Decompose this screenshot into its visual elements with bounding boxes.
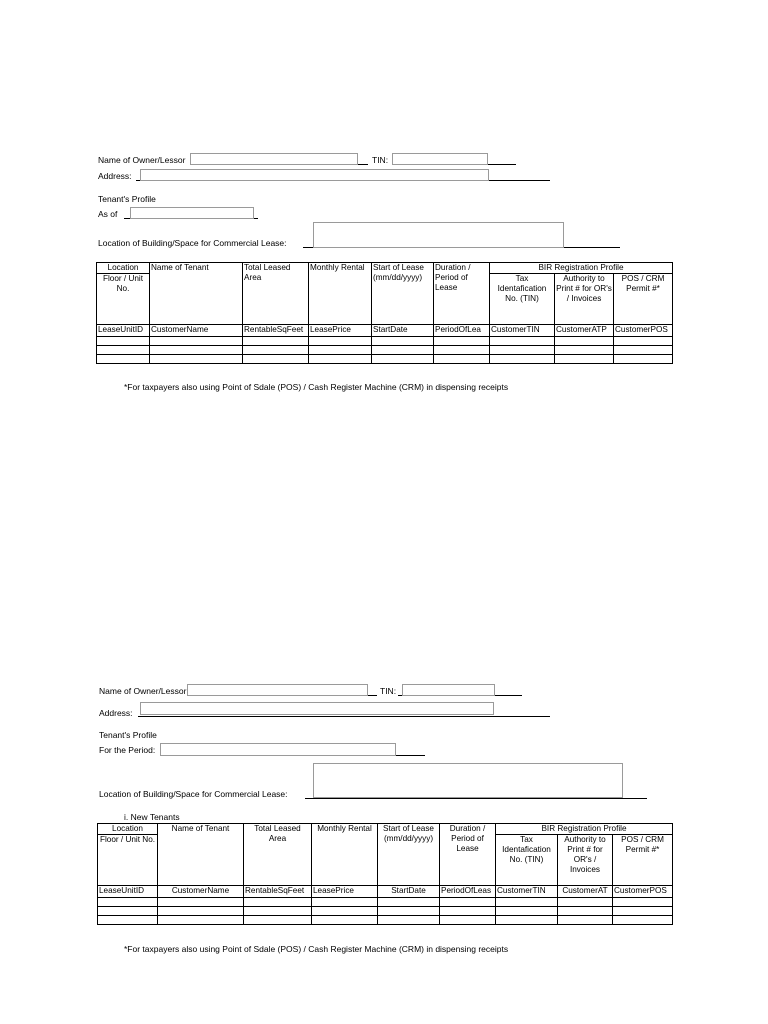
field-cell: CustomerPOS bbox=[613, 886, 673, 898]
field-cell: CustomerATP bbox=[555, 325, 614, 337]
address-label: Address: bbox=[98, 171, 132, 181]
header-tin: Tax Identafication No. (TIN) bbox=[496, 835, 558, 886]
tenant-profile-label: Tenant's Profile bbox=[98, 194, 156, 204]
header-bir-profile: BIR Registration Profile bbox=[496, 824, 673, 835]
table-cell[interactable] bbox=[558, 916, 613, 925]
table-cell[interactable] bbox=[150, 337, 243, 346]
header-floor-unit: Floor / Unit No. bbox=[98, 835, 158, 886]
table-cell[interactable] bbox=[309, 355, 372, 364]
field-cell: LeasePrice bbox=[312, 886, 378, 898]
field-cell: CustomerName bbox=[150, 325, 243, 337]
table-cell[interactable] bbox=[496, 898, 558, 907]
table-cell[interactable] bbox=[312, 916, 378, 925]
location-input[interactable] bbox=[313, 222, 564, 248]
table-cell[interactable] bbox=[555, 337, 614, 346]
table-cell[interactable] bbox=[150, 346, 243, 355]
location-label: Location of Building/Space for Commercial Lease: bbox=[99, 789, 288, 799]
field-cell: StartDate bbox=[378, 886, 440, 898]
header-duration: Duration / Period of Lease bbox=[434, 263, 490, 325]
header-name-of-tenant: Name of Tenant bbox=[158, 824, 244, 886]
table-cell[interactable] bbox=[496, 907, 558, 916]
field-cell: LeaseUnitID bbox=[97, 325, 150, 337]
table-cell[interactable] bbox=[378, 898, 440, 907]
field-cell: CustomerName bbox=[158, 886, 244, 898]
field-cell: CustomerTIN bbox=[490, 325, 555, 337]
table-cell[interactable] bbox=[158, 907, 244, 916]
address-input[interactable] bbox=[140, 702, 494, 715]
underline bbox=[495, 695, 522, 696]
header-duration: Duration / Period of Lease bbox=[440, 824, 496, 886]
table-cell[interactable] bbox=[440, 907, 496, 916]
underline bbox=[254, 218, 258, 219]
location-label: Location of Building/Space for Commercial Lease: bbox=[98, 238, 287, 248]
header-name-of-tenant: Name of Tenant bbox=[150, 263, 243, 325]
table-cell[interactable] bbox=[555, 355, 614, 364]
table-cell[interactable] bbox=[440, 916, 496, 925]
address-label: Address: bbox=[99, 708, 133, 718]
tenant-profile-label: Tenant's Profile bbox=[99, 730, 157, 740]
field-cell: RentableSqFeet bbox=[243, 325, 309, 337]
table-cell[interactable] bbox=[613, 907, 673, 916]
table-cell[interactable] bbox=[378, 916, 440, 925]
underline bbox=[303, 247, 313, 248]
header-monthly-rental: Monthly Rental bbox=[312, 824, 378, 886]
field-cell: CustomerTIN bbox=[496, 886, 558, 898]
table-cell[interactable] bbox=[312, 898, 378, 907]
underline bbox=[305, 798, 647, 799]
table-cell[interactable] bbox=[378, 907, 440, 916]
table-cell[interactable] bbox=[558, 907, 613, 916]
table-cell[interactable] bbox=[158, 916, 244, 925]
header-atp: Authority to Print # for OR's / Invoices bbox=[558, 835, 613, 886]
table-cell[interactable] bbox=[613, 898, 673, 907]
owner-input[interactable] bbox=[190, 153, 358, 165]
table-cell[interactable] bbox=[244, 916, 312, 925]
table-cell[interactable] bbox=[97, 346, 150, 355]
underline bbox=[358, 164, 368, 165]
table-cell[interactable] bbox=[97, 355, 150, 364]
field-cell: CustomerPOS bbox=[614, 325, 673, 337]
as-of-input[interactable] bbox=[130, 207, 254, 219]
field-cell: PeriodOfLeas bbox=[440, 886, 496, 898]
table-cell[interactable] bbox=[244, 898, 312, 907]
header-pos: POS / CRM Permit #* bbox=[614, 274, 673, 325]
section-label: i. New Tenants bbox=[124, 812, 180, 822]
table-cell[interactable] bbox=[372, 337, 434, 346]
table-cell[interactable] bbox=[613, 916, 673, 925]
table-cell[interactable] bbox=[97, 337, 150, 346]
header-pos: POS / CRM Permit #* bbox=[613, 835, 673, 886]
table-cell[interactable] bbox=[434, 337, 490, 346]
table-cell[interactable] bbox=[243, 337, 309, 346]
header-floor-unit: Floor / Unit No. bbox=[97, 274, 150, 325]
header-tin: Tax Identafication No. (TIN) bbox=[490, 274, 555, 325]
header-total-leased-area: Total Leased Area bbox=[243, 263, 309, 325]
header-atp: Authority to Print # for OR's / Invoices bbox=[555, 274, 614, 325]
table-cell[interactable] bbox=[98, 907, 158, 916]
table-cell[interactable] bbox=[309, 346, 372, 355]
table-cell[interactable] bbox=[372, 346, 434, 355]
table-cell[interactable] bbox=[440, 898, 496, 907]
header-bir-profile: BIR Registration Profile bbox=[490, 263, 673, 274]
field-cell: CustomerAT bbox=[558, 886, 613, 898]
period-label: For the Period: bbox=[99, 745, 156, 755]
footnote: *For taxpayers also using Point of Sdale (POS) / Cash Register Machine (CRM) in dispensing receipts bbox=[124, 944, 509, 954]
table-cell[interactable] bbox=[614, 346, 673, 355]
underline bbox=[138, 716, 550, 717]
owner-label: Name of Owner/Lessor bbox=[99, 686, 187, 696]
underline bbox=[489, 180, 550, 181]
table-cell[interactable] bbox=[434, 355, 490, 364]
table-cell[interactable] bbox=[243, 355, 309, 364]
tin-label: TIN: bbox=[380, 686, 397, 696]
table-cell[interactable] bbox=[614, 355, 673, 364]
table-cell[interactable] bbox=[496, 916, 558, 925]
owner-label: Name of Owner/Lessor bbox=[98, 155, 186, 165]
tin-input[interactable] bbox=[392, 153, 488, 165]
header-location: Location bbox=[98, 824, 158, 835]
tin-label: TIN: bbox=[372, 155, 389, 165]
table-cell[interactable] bbox=[614, 337, 673, 346]
period-input[interactable] bbox=[160, 743, 396, 756]
location-input[interactable] bbox=[313, 763, 623, 798]
underline bbox=[368, 695, 377, 696]
table-cell[interactable] bbox=[243, 346, 309, 355]
table-cell[interactable] bbox=[490, 337, 555, 346]
field-cell: StartDate bbox=[372, 325, 434, 337]
table-cell[interactable] bbox=[309, 337, 372, 346]
field-cell: LeaseUnitID bbox=[98, 886, 158, 898]
header-location: Location bbox=[97, 263, 150, 274]
underline bbox=[396, 755, 425, 756]
table-cell[interactable] bbox=[558, 898, 613, 907]
header-monthly-rental: Monthly Rental bbox=[309, 263, 372, 325]
header-total-leased-area: Total Leased Area bbox=[244, 824, 312, 886]
table-cell[interactable] bbox=[244, 907, 312, 916]
tenant-table bbox=[97, 823, 673, 925]
table-cell[interactable] bbox=[98, 898, 158, 907]
table-cell[interactable] bbox=[372, 355, 434, 364]
field-cell: LeasePrice bbox=[309, 325, 372, 337]
table-cell[interactable] bbox=[98, 916, 158, 925]
table-cell[interactable] bbox=[158, 898, 244, 907]
tenant-table bbox=[96, 262, 673, 364]
table-cell[interactable] bbox=[490, 346, 555, 355]
header-start-of-lease: Start of Lease (mm/dd/yyyy) bbox=[378, 824, 440, 886]
table-cell[interactable] bbox=[555, 346, 614, 355]
field-cell: RentableSqFeet bbox=[244, 886, 312, 898]
underline bbox=[488, 164, 516, 165]
footnote: *For taxpayers also using Point of Sdale (POS) / Cash Register Machine (CRM) in dispensing receipts bbox=[124, 382, 509, 392]
underline bbox=[564, 247, 620, 248]
header-start-of-lease: Start of Lease (mm/dd/yyyy) bbox=[372, 263, 434, 325]
table-cell[interactable] bbox=[490, 355, 555, 364]
tin-input[interactable] bbox=[402, 684, 495, 696]
owner-input[interactable] bbox=[187, 684, 368, 696]
as-of-label: As of bbox=[98, 209, 118, 219]
table-cell[interactable] bbox=[434, 346, 490, 355]
address-input[interactable] bbox=[140, 169, 489, 181]
table-cell[interactable] bbox=[150, 355, 243, 364]
field-cell: PeriodOfLea bbox=[434, 325, 490, 337]
table-cell[interactable] bbox=[312, 907, 378, 916]
